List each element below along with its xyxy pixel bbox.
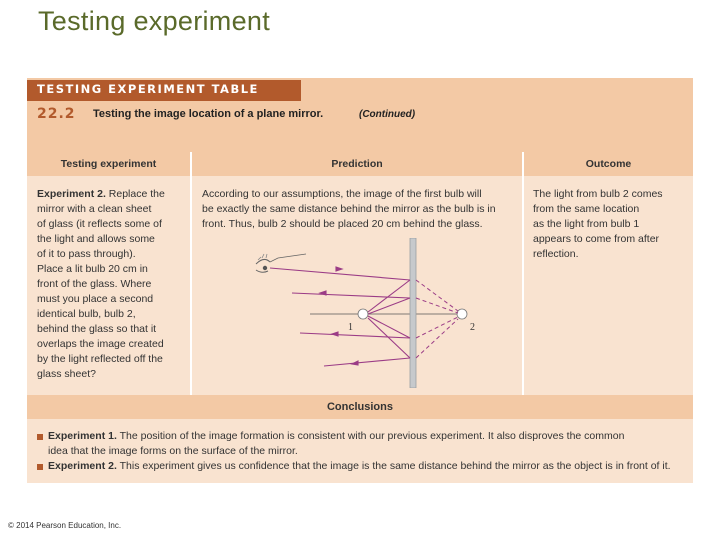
column-header-testing-experiment: Testing experiment <box>60 158 157 170</box>
experiment-line: glass sheet? <box>37 368 96 380</box>
bulb-2-icon <box>457 309 467 319</box>
bullet-icon <box>37 434 43 440</box>
outcome-line: reflection. <box>533 248 579 260</box>
mirror-ray-diagram <box>192 238 522 388</box>
conclusion-text: This experiment gives us confidence that the image is the same distance behind the mirror as the object is in front of it. <box>119 460 671 472</box>
experiment-line: identical bulb, bulb 2, <box>37 308 136 320</box>
experiment-line: must you place a second <box>37 293 154 305</box>
prediction-cell <box>202 187 520 232</box>
experiment-line: of it to pass through). <box>37 248 136 260</box>
outcome-line: from the same location <box>533 203 640 215</box>
prediction-line: According to our assumptions, the image of the first bulb will <box>202 188 482 200</box>
experiment-line: by the light reflected off the <box>37 353 163 365</box>
experiment-line: Place a lit bulb 20 cm in <box>37 263 148 275</box>
conclusion-text: idea that the image forms on the surface of the mirror. <box>48 445 298 457</box>
conclusion-item <box>37 459 689 474</box>
table-tag: TESTING EXPERIMENT TABLE <box>27 80 301 99</box>
table-caption: Testing the image location of a plane mirror. <box>93 108 324 120</box>
table-caption-suffix: (Continued) <box>359 109 416 120</box>
experiment-line: of glass (it reflects some of <box>37 218 162 230</box>
conclusion-label: Experiment 1. <box>48 430 117 442</box>
outcome-line: appears to come from after <box>533 233 660 245</box>
light-rays <box>270 267 410 366</box>
column-header-outcome: Outcome <box>585 158 632 170</box>
bulb-2-label: 2 <box>470 322 475 333</box>
table-number: 22.2 <box>37 106 76 122</box>
column-divider <box>522 152 524 395</box>
conclusions-heading: Conclusions <box>27 395 693 419</box>
experiment-label: Experiment 2. <box>37 188 106 200</box>
experiment-line: overlaps the image created <box>37 338 164 350</box>
column-header-row <box>27 152 693 176</box>
experiment-line: the light and allows some <box>37 233 155 245</box>
slide-title: Testing experiment <box>38 6 271 36</box>
experiment-line: behind the glass so that it <box>37 323 157 335</box>
glass-sheet <box>410 238 416 388</box>
tag-rule <box>27 99 301 101</box>
table-header <box>27 78 693 152</box>
conclusions-list <box>37 429 689 474</box>
bullet-icon <box>37 464 43 470</box>
eye-icon <box>256 254 306 272</box>
conclusion-text: The position of the image formation is consistent with our previous experiment. It also disproves the common <box>119 430 625 442</box>
experiment-line: front of the glass. Where <box>37 278 152 290</box>
experiment-line: Experiment 2. Replace the <box>37 188 165 200</box>
copyright-footer: © 2014 Pearson Education, Inc. <box>8 521 122 530</box>
conclusion-label: Experiment 2. <box>48 460 117 472</box>
bulb-1-icon <box>358 309 368 319</box>
conclusion-item <box>37 429 689 459</box>
experiment-cell <box>37 187 189 382</box>
outcome-line: The light from bulb 2 comes <box>533 188 663 200</box>
outcome-line: as the light from bulb 1 <box>533 218 640 230</box>
prediction-line: be exactly the same distance behind the mirror as the bulb is in <box>202 203 496 215</box>
testing-experiment-table <box>27 78 693 483</box>
bulb-1-label: 1 <box>348 322 353 333</box>
outcome-cell <box>533 187 691 262</box>
virtual-rays <box>416 280 458 358</box>
column-header-prediction: Prediction <box>331 158 383 170</box>
prediction-line: front. Thus, bulb 2 should be placed 20 cm behind the glass. <box>202 218 483 230</box>
experiment-line: mirror with a clean sheet <box>37 203 152 215</box>
